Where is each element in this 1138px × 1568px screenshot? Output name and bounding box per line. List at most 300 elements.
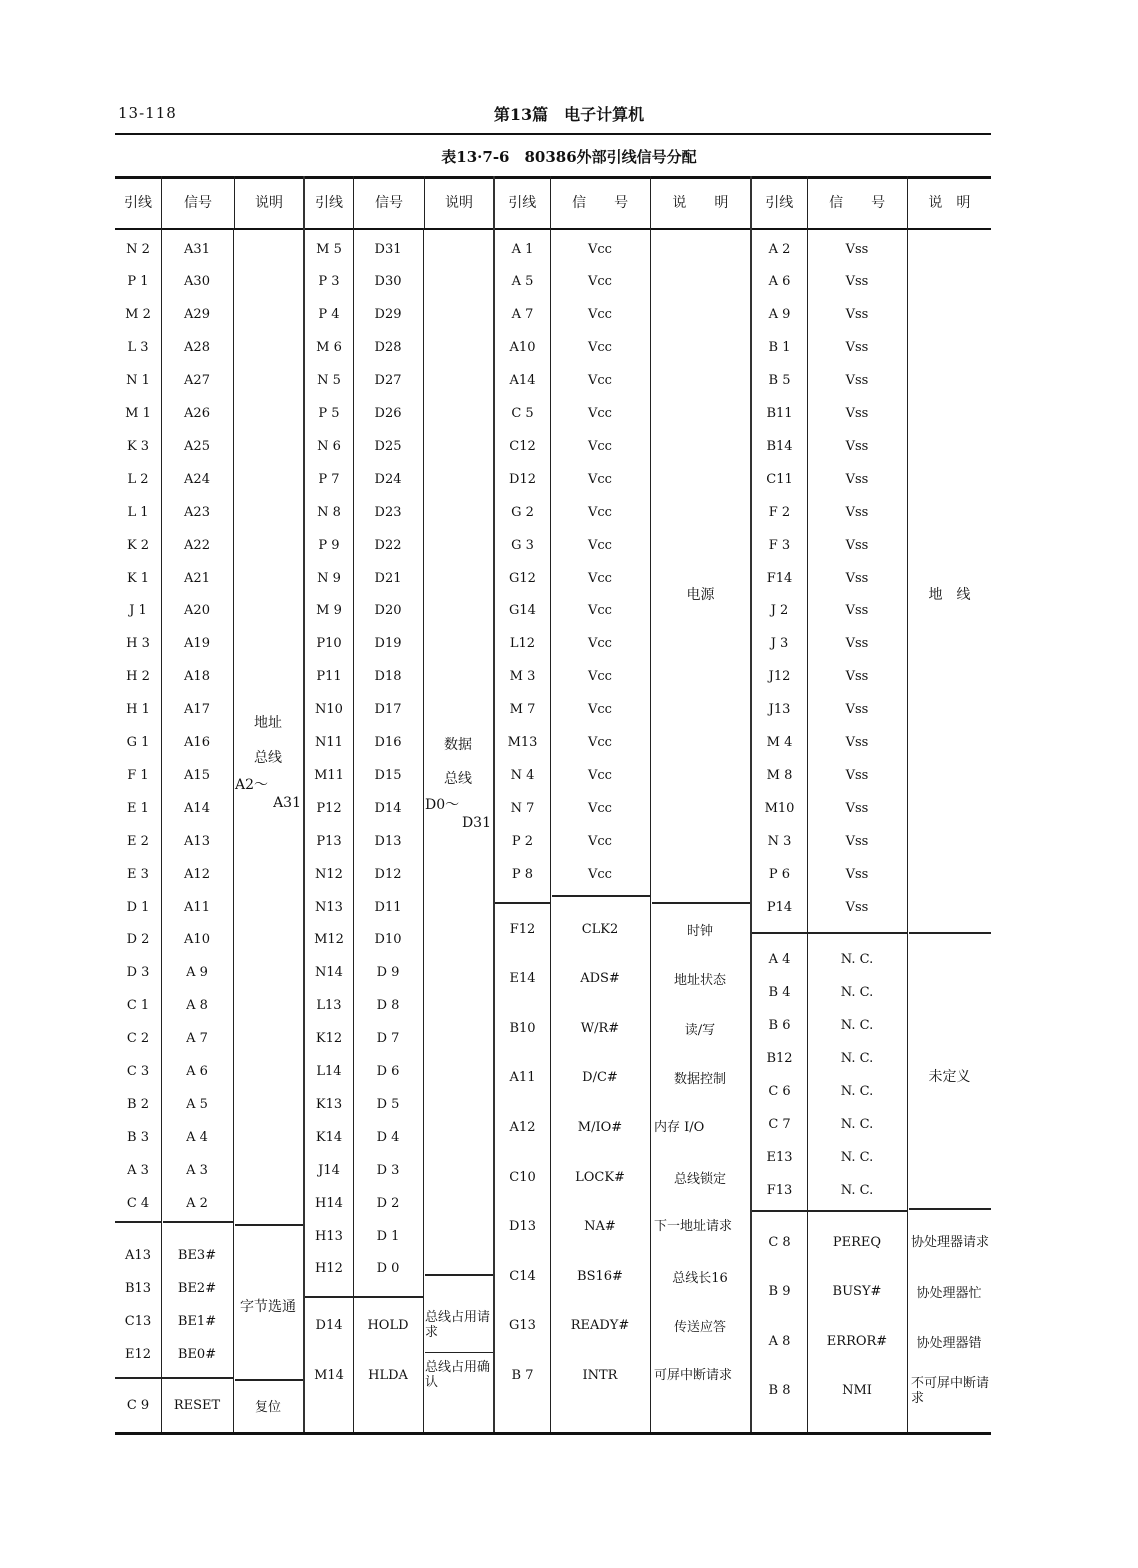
pin: P 1 — [127, 274, 149, 290]
pin: N13 — [315, 899, 343, 915]
pin: C 7 — [768, 1116, 791, 1132]
table-bottom-rule — [115, 1432, 991, 1435]
pin: M 2 — [125, 307, 151, 323]
pin: B13 — [124, 1280, 152, 1296]
pin: B 3 — [127, 1129, 149, 1145]
signal: D24 — [374, 471, 402, 487]
signal: BE2# — [177, 1280, 217, 1296]
pin: A 8 — [768, 1333, 791, 1349]
signal: A 9 — [186, 965, 208, 981]
signal: Vss — [845, 636, 869, 652]
signal: NMI — [842, 1383, 872, 1398]
signal: A16 — [184, 735, 210, 750]
signal: A11 — [184, 899, 210, 915]
signal: Vcc — [588, 471, 612, 487]
signal: A 7 — [186, 1031, 208, 1047]
pin: P 4 — [318, 307, 340, 323]
signal: Vcc — [588, 833, 612, 849]
signal: PEREQ — [832, 1234, 882, 1250]
signal: D 7 — [376, 1031, 400, 1047]
signal: Vss — [845, 833, 869, 849]
signal: A12 — [184, 866, 210, 882]
pin: P10 — [316, 636, 342, 652]
pin: B 5 — [768, 373, 791, 389]
pin: G 2 — [511, 504, 534, 520]
signal: NA# — [584, 1219, 616, 1235]
signal: BE3# — [177, 1247, 217, 1263]
pin: C 2 — [126, 1031, 150, 1047]
pin: N 9 — [317, 570, 341, 586]
pin: N 3 — [767, 833, 792, 849]
pin: C 8 — [768, 1234, 791, 1250]
signal: M/IO# — [577, 1119, 623, 1135]
header-pin: 引线 — [752, 176, 808, 228]
pin: F12 — [509, 921, 536, 937]
signal: D31 — [374, 241, 402, 257]
signal: D27 — [374, 373, 402, 389]
data-bus-desc: 数据 总线 D0～ D31 — [425, 737, 491, 831]
pin: K14 — [315, 1129, 343, 1145]
signal: Vcc — [588, 241, 612, 257]
table-group-data — [305, 176, 495, 1434]
pin: B 9 — [768, 1284, 791, 1299]
group-header — [115, 176, 303, 230]
pin: M 1 — [125, 406, 151, 421]
signal: D29 — [374, 307, 402, 323]
pin: A 3 — [127, 1162, 149, 1178]
desc: 传送应答 — [673, 1320, 726, 1336]
signal: D13 — [374, 833, 402, 849]
pin: A 1 — [511, 241, 534, 257]
pin: D 3 — [126, 965, 150, 981]
signal: A 6 — [186, 1064, 208, 1079]
signal: N. C. — [840, 1050, 874, 1066]
signal: D 3 — [376, 1162, 400, 1178]
pin: P 6 — [768, 866, 791, 882]
pin: P12 — [316, 800, 342, 816]
signal: D25 — [374, 438, 402, 454]
pin: C 3 — [126, 1064, 150, 1079]
pin: M 3 — [509, 669, 536, 685]
pin: A 4 — [768, 951, 791, 967]
signal: Vss — [845, 603, 869, 619]
pin: P13 — [316, 833, 342, 849]
signal: BUSY# — [832, 1284, 882, 1299]
signal: A28 — [184, 340, 210, 356]
signal: A18 — [184, 669, 210, 685]
desc: 内存 I/O — [654, 1119, 705, 1135]
signal: A29 — [184, 307, 210, 323]
table-group-ground — [752, 176, 991, 1434]
signal: LOCK# — [575, 1169, 625, 1185]
signal: D/C# — [582, 1070, 618, 1086]
pin: F 3 — [768, 537, 791, 553]
desc: 下一地址请求 — [654, 1219, 733, 1235]
pin: F14 — [766, 570, 793, 586]
signal: D18 — [374, 669, 402, 685]
pin: A 6 — [768, 274, 791, 290]
hold-desc: 总线占用请求 — [425, 1310, 491, 1340]
desc: 总线锁定 — [673, 1171, 726, 1187]
pin: A 2 — [768, 241, 791, 257]
signal: D 0 — [376, 1261, 400, 1277]
table-caption: 表13·7-6 80386外部引线信号分配 — [441, 148, 697, 166]
signal: A31 — [184, 241, 210, 257]
signal: HOLD — [367, 1317, 409, 1333]
pin: D13 — [509, 1219, 536, 1235]
header-desc: 说 明 — [672, 195, 729, 211]
header-pin: 引线 — [305, 176, 354, 228]
signal: D15 — [374, 767, 402, 783]
pin: N12 — [315, 866, 343, 882]
table-group-address — [115, 176, 305, 1434]
pin: C11 — [766, 471, 793, 487]
header-desc: 说明 — [445, 195, 473, 211]
signal: Vcc — [588, 636, 612, 652]
pin: G 3 — [511, 537, 534, 553]
pin: G13 — [509, 1318, 536, 1334]
group-header — [305, 176, 493, 230]
header-signal: 信 号 — [551, 176, 651, 228]
signal: Vss — [845, 702, 869, 718]
signal: N. C. — [840, 1182, 874, 1198]
pin: F 2 — [768, 504, 791, 520]
signal: Vcc — [588, 438, 612, 454]
signal: A27 — [184, 373, 210, 389]
signal: Vss — [845, 373, 869, 389]
pin: B 8 — [768, 1383, 791, 1398]
signal: D21 — [374, 570, 402, 586]
desc: 协处理器错 — [916, 1335, 982, 1351]
pin: F 1 — [127, 767, 149, 783]
pin: N 4 — [510, 767, 535, 783]
pin: P11 — [316, 669, 342, 685]
reset-desc: 复位 — [254, 1399, 281, 1415]
signal: A 4 — [186, 1129, 208, 1145]
signal: A 5 — [186, 1096, 208, 1112]
undefined-desc: 未定义 — [928, 1069, 971, 1085]
signal: Vcc — [588, 570, 612, 586]
page-number: 13-118 — [118, 104, 177, 122]
signal: D30 — [374, 274, 402, 290]
pin: C 4 — [126, 1195, 150, 1211]
pin: D 2 — [126, 932, 150, 948]
pin: M 5 — [316, 241, 342, 257]
pin: H13 — [315, 1228, 343, 1244]
pin: H12 — [315, 1261, 343, 1277]
signal: A 8 — [186, 998, 208, 1014]
signal: Vss — [845, 471, 869, 487]
pin: A 7 — [511, 307, 534, 323]
signal: Vss — [845, 767, 869, 783]
pin: M 9 — [316, 603, 342, 619]
pin: M13 — [507, 735, 538, 750]
signal: Vcc — [588, 406, 612, 421]
pin: E13 — [766, 1149, 793, 1165]
signal: A23 — [184, 504, 210, 520]
signal: A 3 — [186, 1162, 208, 1178]
pin: A13 — [125, 1247, 151, 1263]
signal: Vcc — [588, 340, 612, 356]
signal: Vss — [845, 735, 869, 750]
signal: Vcc — [588, 702, 612, 718]
pin: B 6 — [768, 1017, 791, 1033]
pin: N14 — [315, 965, 343, 981]
address-bus-desc: 地址 总线 A2～ A31 — [235, 715, 301, 811]
pin: J12 — [768, 669, 791, 685]
pin: L 2 — [127, 471, 149, 487]
pin: J 3 — [770, 636, 789, 652]
signal: D 9 — [376, 965, 400, 981]
pin: C10 — [509, 1169, 536, 1185]
signal: Vss — [845, 866, 869, 882]
header-signal: 信 号 — [808, 176, 908, 228]
pin: B14 — [766, 438, 793, 454]
signal: Vss — [845, 899, 869, 915]
signal: ADS# — [580, 971, 620, 987]
pin: N 1 — [126, 373, 150, 389]
pin: M 7 — [509, 702, 536, 718]
signal: A20 — [184, 603, 210, 619]
signal: Vcc — [588, 800, 612, 816]
signal: Vcc — [588, 307, 612, 323]
signal: D26 — [374, 406, 402, 421]
header-desc: 说明 — [255, 195, 283, 211]
pin: E14 — [509, 971, 536, 987]
signal: N. C. — [840, 1149, 874, 1165]
signal: Vcc — [588, 274, 612, 290]
pin: B11 — [766, 406, 793, 421]
pin: C12 — [509, 438, 536, 454]
signal: Vss — [845, 570, 869, 586]
pin: A12 — [509, 1119, 536, 1135]
pin: A11 — [509, 1070, 536, 1086]
pin: A10 — [509, 340, 536, 356]
pin: H 3 — [126, 636, 150, 652]
desc: 总线长16 — [672, 1270, 728, 1286]
pin: H 1 — [126, 702, 150, 718]
pin: K13 — [315, 1096, 343, 1112]
signal: W/R# — [580, 1020, 620, 1036]
pin: L12 — [509, 636, 536, 652]
pin: N10 — [315, 702, 343, 718]
pin: M12 — [314, 932, 344, 948]
signal: RESET — [173, 1397, 221, 1413]
pin: P 5 — [318, 406, 340, 421]
pin: P 2 — [511, 833, 534, 849]
signal: Vcc — [588, 669, 612, 685]
pin: L13 — [316, 998, 342, 1014]
hlda-desc: 总线占用确认 — [425, 1360, 491, 1390]
signal: D 8 — [376, 998, 400, 1014]
desc: 不可屏中断请求 — [911, 1375, 990, 1406]
pin: P 7 — [318, 471, 340, 487]
header-pin: 引线 — [115, 176, 162, 228]
signal: CLK2 — [581, 921, 619, 937]
signal: A25 — [184, 438, 210, 454]
signal: Vss — [845, 307, 869, 323]
signal: D17 — [374, 702, 402, 718]
pin: P14 — [766, 899, 793, 915]
pin: G14 — [509, 603, 536, 619]
signal: A30 — [184, 274, 210, 290]
pin: H 2 — [126, 669, 150, 685]
signal: Vss — [845, 340, 869, 356]
header-signal: 信号 — [354, 176, 425, 228]
signal: Vss — [845, 438, 869, 454]
signal: BE0# — [177, 1346, 217, 1362]
signal: D 1 — [376, 1228, 400, 1244]
signal: BE1# — [177, 1313, 217, 1329]
signal: D 4 — [376, 1129, 400, 1145]
pin: K 3 — [126, 438, 150, 454]
signal: Vcc — [588, 866, 612, 882]
signal: N. C. — [840, 1083, 874, 1099]
signal: A13 — [184, 833, 210, 849]
header-desc: 说 明 — [928, 195, 971, 211]
pin: J 1 — [129, 603, 147, 619]
desc: 协处理器忙 — [916, 1286, 982, 1301]
pin: M11 — [314, 767, 344, 783]
ground-desc: 地 线 — [928, 587, 971, 603]
signal: BS16# — [577, 1268, 623, 1284]
pin: M 6 — [316, 340, 342, 356]
pin: P 3 — [318, 274, 340, 290]
pin: C 6 — [768, 1083, 791, 1099]
signal: Vcc — [588, 537, 612, 553]
section-title: 第13篇 电子计算机 — [493, 105, 645, 124]
desc: 可屏中断请求 — [654, 1367, 733, 1383]
signal: D 6 — [376, 1064, 400, 1079]
signal: Vss — [845, 406, 869, 421]
pin: B 4 — [768, 984, 791, 1000]
pin: L 3 — [127, 340, 149, 356]
signal: A21 — [184, 570, 210, 586]
pin: B 2 — [127, 1096, 149, 1112]
signal: A19 — [184, 636, 210, 652]
signal: Vcc — [588, 735, 612, 750]
pin: N 5 — [317, 373, 341, 389]
signal: D 2 — [376, 1195, 400, 1211]
pin: A 5 — [511, 274, 534, 290]
pin: M 4 — [766, 735, 793, 750]
pin: E 2 — [127, 833, 149, 849]
signal: A24 — [184, 471, 210, 487]
pin: K 1 — [126, 570, 150, 586]
signal: N. C. — [840, 1017, 874, 1033]
pin: D12 — [509, 471, 536, 487]
pin: P 8 — [511, 866, 534, 882]
pin: C14 — [509, 1268, 536, 1284]
byte-enable-desc: 字节选通 — [240, 1299, 296, 1315]
pin: N 6 — [317, 438, 341, 454]
signal: Vss — [845, 669, 869, 685]
pin: L14 — [316, 1064, 342, 1079]
pin: E 3 — [127, 866, 149, 882]
pin: B10 — [509, 1020, 536, 1036]
signal: Vss — [845, 504, 869, 520]
signal: D19 — [374, 636, 402, 652]
group-header — [752, 176, 991, 230]
signal: A14 — [184, 800, 210, 816]
signal: D 5 — [376, 1096, 400, 1112]
signal: HLDA — [368, 1367, 408, 1383]
signal: ERROR# — [826, 1333, 888, 1349]
signal: Vss — [845, 537, 869, 553]
pin: M 8 — [766, 767, 793, 783]
signal: N. C. — [840, 1116, 874, 1132]
header-pin: 引线 — [495, 176, 551, 228]
pin: M14 — [314, 1367, 344, 1383]
signal: A15 — [184, 767, 210, 783]
signal: D22 — [374, 537, 402, 553]
signal: A 2 — [186, 1195, 208, 1211]
pin: J14 — [318, 1162, 340, 1178]
signal: D16 — [374, 735, 402, 750]
pin: H14 — [315, 1195, 343, 1211]
pin: M10 — [764, 800, 795, 816]
signal: Vcc — [588, 767, 612, 783]
pin: A 9 — [768, 307, 791, 323]
pin: G12 — [509, 570, 536, 586]
signal: D28 — [374, 340, 402, 356]
table-group-power-control — [495, 176, 752, 1434]
pin: A14 — [509, 373, 536, 389]
pin: C 9 — [126, 1397, 150, 1413]
signal: D11 — [374, 899, 402, 915]
pin: J 2 — [770, 603, 789, 619]
pin: P 9 — [318, 537, 340, 553]
pin: N 2 — [126, 241, 150, 257]
pin: E12 — [124, 1346, 152, 1362]
pin: K 2 — [126, 537, 150, 553]
signal: A26 — [184, 406, 210, 421]
pin: G 1 — [126, 735, 150, 750]
signal: A22 — [184, 537, 210, 553]
signal: D20 — [374, 603, 402, 619]
signal: Vcc — [588, 504, 612, 520]
desc: 时钟 — [686, 923, 713, 939]
pin: N11 — [315, 735, 343, 750]
signal: READY# — [570, 1318, 630, 1334]
signal: Vss — [845, 800, 869, 816]
pin: C 1 — [126, 998, 150, 1014]
pin: B 7 — [511, 1367, 534, 1383]
signal: N. C. — [840, 984, 874, 1000]
group-header — [495, 176, 750, 230]
signal: N. C. — [840, 951, 874, 967]
signal: D10 — [374, 932, 402, 948]
header-signal: 信号 — [162, 176, 235, 228]
desc: 协处理器请求 — [911, 1234, 990, 1250]
signal: A10 — [184, 932, 210, 948]
signal: Vcc — [588, 603, 612, 619]
pin: D14 — [315, 1317, 343, 1333]
desc: 读/写 — [684, 1022, 716, 1038]
desc: 地址状态 — [673, 973, 726, 989]
pin: B 1 — [768, 340, 791, 356]
signal: D14 — [374, 800, 402, 816]
pin: L 1 — [127, 504, 149, 520]
pin: E 1 — [127, 800, 149, 816]
desc: 数据控制 — [673, 1072, 726, 1088]
signal: D12 — [374, 866, 402, 882]
pin: D 1 — [126, 899, 150, 915]
pin: K12 — [315, 1031, 343, 1047]
power-desc: 电源 — [686, 587, 715, 603]
signal: Vss — [845, 274, 869, 290]
signal: INTR — [582, 1367, 618, 1383]
